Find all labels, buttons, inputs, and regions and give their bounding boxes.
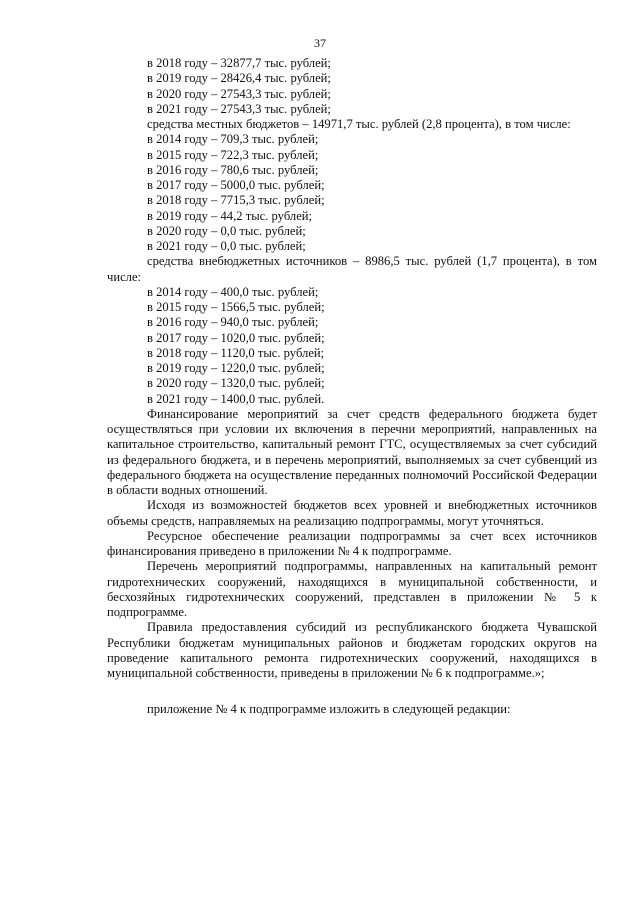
extrabudget-paragraph: средства внебюджетных источников – 8986,5 тыс. рублей (1,7 процента), в том числе: [107,254,597,284]
list-item: в 2017 году – 5000,0 тыс. рублей; [147,178,325,192]
list-item: в 2020 году – 1320,0 тыс. рублей; [147,376,325,391]
list-item: в 2017 году – 1020,0 тыс. рублей; [147,330,325,345]
list-item: в 2014 году – 709,3 тыс. рублей; [147,132,319,147]
appendix-instruction: приложение № 4 к подпрограмме изложить в следующей редакции: [147,702,511,717]
repair-list-paragraph: Перечень мероприятий подпрограммы, направленных на капитальный ремонт гидротехнических сооружений, находящихся в муниципальной собственности, и бесхозяйных гидротехнических сооружений, представлен в приложении № 5 к подпрограмме. [107,559,597,619]
local-budgets-paragraph: средства местных бюджетов – 14971,7 тыс. рублей (2,8 процента), в том числе: [147,117,571,131]
list-item: в 2021 году – 0,0 тыс. рублей; [147,239,306,253]
list-item: в 2016 году – 940,0 тыс. рублей; [147,315,319,330]
subsidy-rules-paragraph: Правила предоставления субсидий из республиканского бюджета Чувашской Республики бюджетам муниципальных районов и бюджетам городских округов на проведение капитального ремонта гидротехнических сооружений, находящихся в муниципальной собственности, приведены в приложении № 6 к подпрограмме.»; [107,620,597,680]
federal-funding-paragraph: Финансирование мероприятий за счет средств федерального бюджета будет осуществляться при условии их включения в перечни мероприятий, направленных на капитальное строительство, капитальный ремонт ГТС, осуществляемых за счет субсидий из федерального бюджета, и в перечень мероприятий, выполняемых за счет субвенций из федерального бюджета на осуществление переданных полномочий Российской Федерации в области водных отношений. [107,406,597,497]
list-item: в 2018 году – 1120,0 тыс. рублей; [147,345,325,360]
list-item: в 2018 году – 7715,3 тыс. рублей; [147,193,325,208]
list-item: в 2014 году – 400,0 тыс. рублей; [147,284,319,299]
document-body [107,56,597,718]
list-item: в 2020 году – 27543,3 тыс. рублей; [147,86,331,101]
list-item: в 2019 году – 28426,4 тыс. рублей; [147,71,331,86]
list-item: в 2018 году – 32877,7 тыс. рублей; [147,56,331,70]
list-item: в 2021 году – 27543,3 тыс. рублей; [147,101,331,116]
resource-provision-paragraph: Ресурсное обеспечение реализации подпрограммы за счет всех источников финансирования приведено в приложении № 4 к подпрограмме. [107,528,597,558]
list-item: в 2015 году – 1566,5 тыс. рублей; [147,300,325,314]
list-item: в 2016 году – 780,6 тыс. рублей; [147,162,319,177]
list-item: в 2019 году – 1220,0 тыс. рублей; [147,361,325,375]
list-item: в 2020 году – 0,0 тыс. рублей; [147,223,306,238]
list-item: в 2015 году – 722,3 тыс. рублей; [147,147,319,162]
list-item: в 2019 году – 44,2 тыс. рублей; [147,208,313,223]
list-item: в 2021 году – 1400,0 тыс. рублей. [147,391,325,406]
page-number: 37 [314,36,326,50]
budget-capacity-paragraph: Исходя из возможностей бюджетов всех уровней и внебюджетных источников объемы средств, направляемых на реализацию подпрограммы, могут уточняться. [107,498,597,528]
